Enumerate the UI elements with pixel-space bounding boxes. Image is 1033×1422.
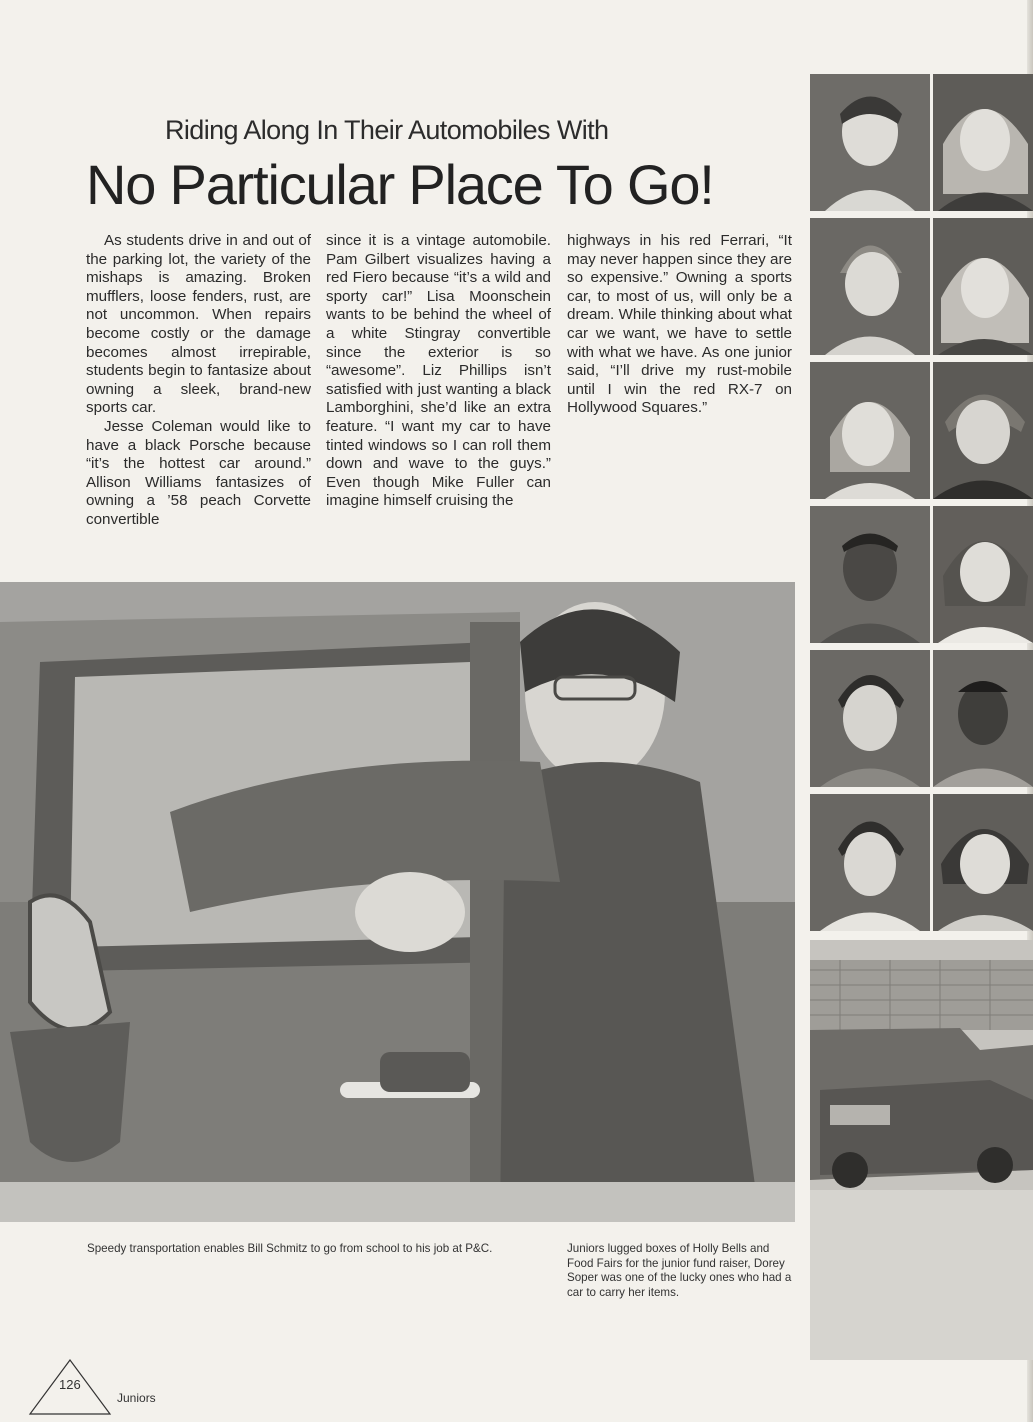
- paragraph-column-3: highways in his red Ferrari, “It may never happen since they are so expensive.” Owning a sports car, to most of us, will only be a dream. While thinking about what car we want, we have to settle with what we have. As one junior said, “I’ll drive my rust-mobile until I win the red RX-7 on Hollywood Squares.”: [567, 232, 792, 417]
- portrait-photo: [810, 218, 930, 355]
- article-kicker: Riding Along In Their Automobiles With: [165, 115, 609, 145]
- portrait-photo: [933, 362, 1033, 499]
- paragraph-column-2: since it is a vintage automobile. Pam Gilbert visualizes having a red Fiero because “it’s a wild and sporty car!” Lisa Moonschein wants to be behind the wheel of a white Stingray convertible since the exterior is so “awesome”. Liz Phillips isn’t satisfied with just wanting a black Lamborghini, she’d like an extra feature. “I want my car to have tinted windows so I can roll them down and wave to the guys.” Even though Mike Fuller can imagine himself cruising the: [326, 232, 551, 510]
- portrait-photo: [810, 506, 930, 643]
- article-headline: No Particular Place To Go!: [86, 153, 714, 216]
- section-name: Juniors: [117, 1391, 156, 1405]
- paragraph-coleman: Jesse Coleman would like to have a black Porsche because “it’s the hottest car around.” Allison Williams fantasizes of owning a ’58 peach Corvette convertible: [86, 417, 311, 528]
- portrait-photo: [933, 506, 1033, 643]
- portrait-photo: [933, 74, 1033, 211]
- main-photo: [0, 582, 795, 1222]
- portrait-photo: [810, 650, 930, 787]
- text-column-2: [326, 232, 551, 511]
- parking-lot-photo: [810, 940, 1033, 1360]
- portrait-photo: [810, 794, 930, 931]
- paragraph-intro: As students drive in and out of the parking lot, the variety of the mishaps is amazing. Broken mufflers, loose fenders, rust, are not uncommon. When repairs become costly or the damage becomes almost irrepirable, students begin to fantasize about owning a sleek, brand-new sports car.: [86, 232, 311, 417]
- page-number: 126: [59, 1377, 81, 1392]
- portrait-photo: [933, 794, 1033, 931]
- portrait-photo: [933, 218, 1033, 355]
- portrait-photo: [810, 362, 930, 499]
- portrait-photo: [933, 650, 1033, 787]
- text-column-1: [86, 232, 311, 530]
- main-photo-caption: Speedy transportation enables Bill Schmitz to go from school to his job at P&C.: [87, 1242, 493, 1255]
- side-photo-caption: Juniors lugged boxes of Holly Bells and Food Fairs for the junior fund raiser, Dorey Soper was one of the lucky ones who had a car to carry her items.: [567, 1242, 792, 1299]
- portrait-photo: [810, 74, 930, 211]
- text-column-3: [567, 232, 792, 418]
